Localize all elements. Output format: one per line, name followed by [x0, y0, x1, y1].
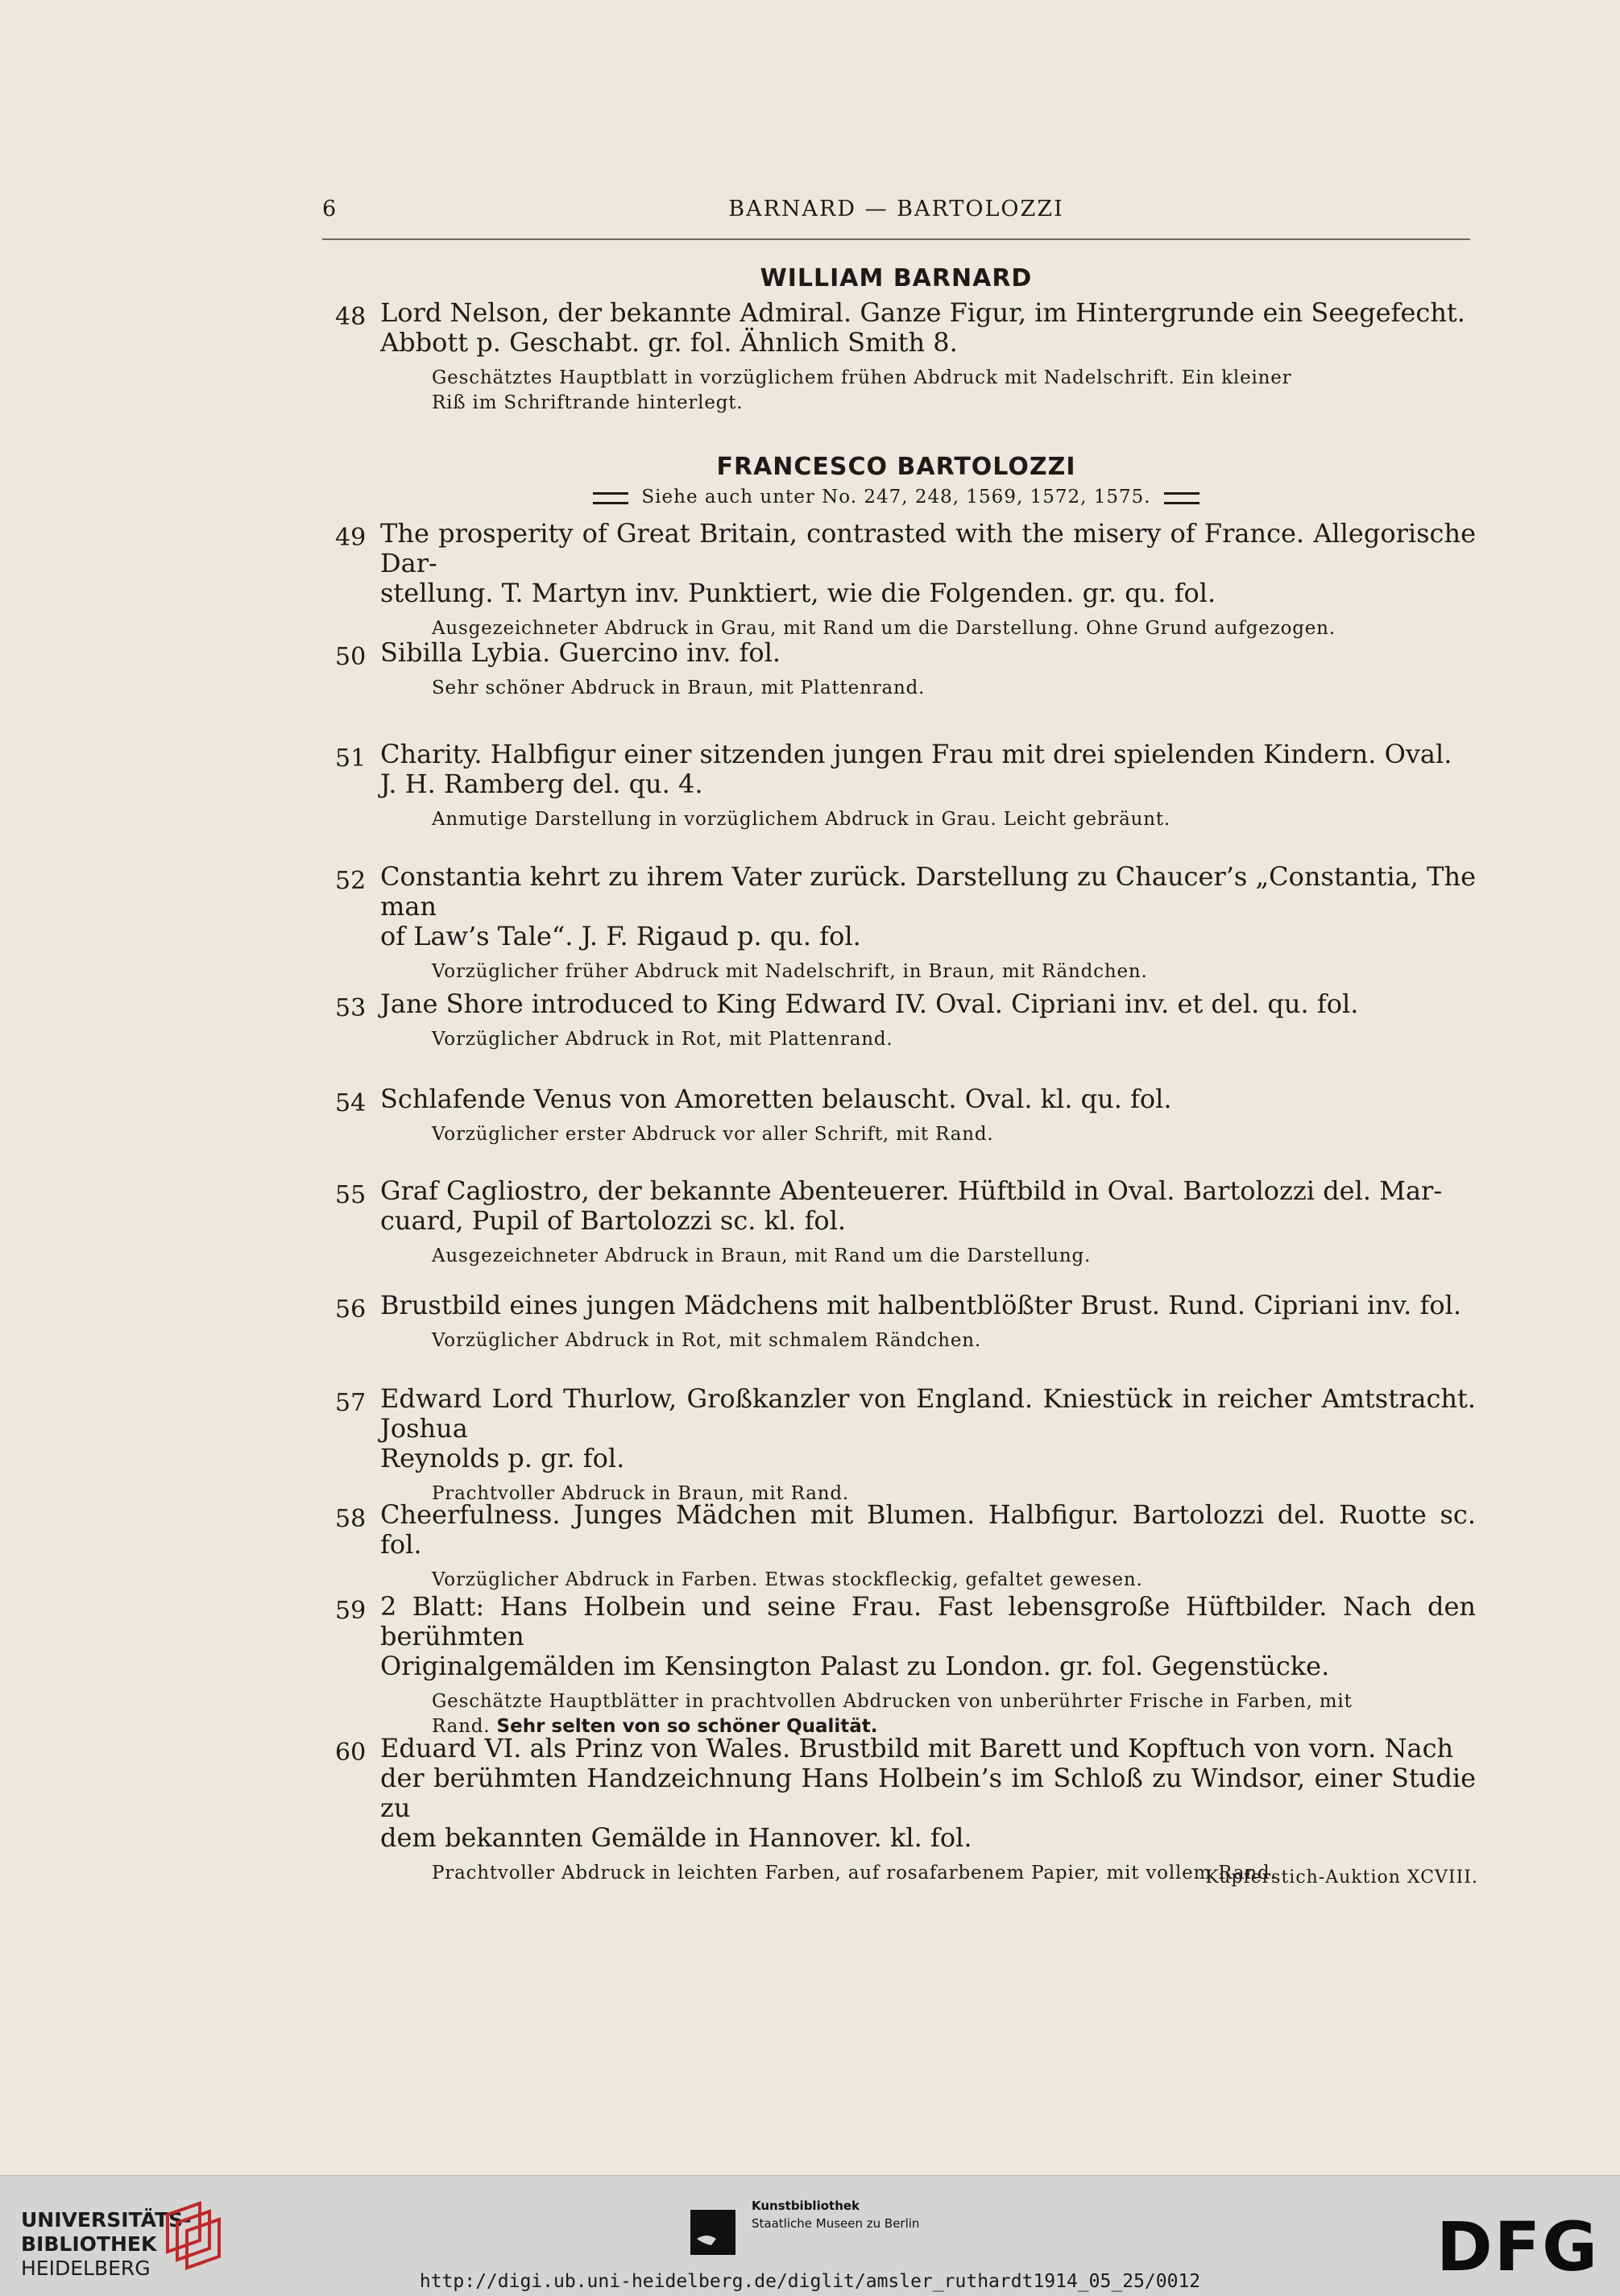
entry-title: Edward Lord Thurlow, Großkanzler von England. Kniestück in reicher Amtstracht. Joshua Reynolds p. gr. fol. — [380, 1383, 1476, 1473]
entry-note: Vorzüglicher früher Abdruck mit Nadelschrift, in Braun, mit Rändchen. — [432, 961, 1148, 982]
entry-note: Vorzüglicher Abdruck in Farben. Etwas stockfleckig, gefaltet gewesen. — [432, 1569, 1143, 1590]
entry-note: Vorzüglicher erster Abdruck vor aller Schrift, mit Rand. — [432, 1124, 994, 1145]
entry-number: 58 — [335, 1505, 367, 1533]
entry-number: 57 — [335, 1389, 367, 1417]
permalink-url[interactable]: http://digi.ub.uni-heidelberg.de/diglit/amsler_ruthardt1914_05_25/0012 — [419, 2271, 1201, 2292]
entry-number: 54 — [335, 1089, 367, 1117]
see-also-text: Siehe auch unter No. 247, 248, 1569, 1572, 1575. — [641, 487, 1151, 508]
entry-title: 2 Blatt: Hans Holbein und seine Frau. Fast lebensgroße Hüftbilder. Nach den berühmten Originalgemälden im Kensington Palast zu London. gr. fol. Gegenstücke. — [380, 1591, 1476, 1681]
entry-title: The prosperity of Great Britain, contrasted with the misery of France. Allegorische Dar- stellung. T. Martyn inv. Punktiert, wie die Folgenden. gr. qu. fol. — [380, 518, 1476, 608]
entry-title: Schlafende Venus von Amoretten belauscht. Oval. kl. qu. fol. — [380, 1084, 1172, 1114]
catalog-entry — [322, 298, 1482, 416]
entry-note: Prachtvoller Abdruck in leichten Farben, auf rosafarbenem Papier, mit vollem Rand. — [432, 1863, 1277, 1884]
page-number: 6 — [322, 197, 337, 222]
entry-title: Lord Nelson, der bekannte Admiral. Ganze Figur, im Hintergrunde ein Seegefecht. Abbott p. Geschabt. gr. fol. Ähnlich Smith 8. — [380, 297, 1465, 358]
entry-note: Anmutige Darstellung in vorzüglichem Abdruck in Grau. Leicht gebräunt. — [432, 809, 1170, 830]
dfg-logo[interactable]: DFG — [1436, 2207, 1600, 2286]
kunstbibliothek-line-1: Kunstbibliothek — [752, 2199, 860, 2213]
entry-note: Vorzüglicher Abdruck in Rot, mit schmalem Rändchen. — [432, 1330, 981, 1351]
artist-heading-barnard: WILLIAM BARNARD — [760, 264, 1033, 292]
kunstbibliothek-line-2: Staatliche Museen zu Berlin — [752, 2216, 920, 2231]
catalog-entry — [322, 862, 1482, 984]
entry-title: Brustbild eines jungen Mädchens mit halbentblößter Brust. Rund. Cipriani inv. fol. — [380, 1290, 1462, 1320]
double-rule-right — [1164, 492, 1199, 504]
artist-heading-bartolozzi: FRANCESCO BARTOLOZZI — [716, 453, 1076, 481]
running-title: BARNARD — BARTOLOZZI — [728, 197, 1064, 222]
entry-title: Graf Cagliostro, der bekannte Abenteuerer. Hüftbild in Oval. Bartolozzi del. Mar- cuard, Pupil of Bartolozzi sc. kl. fol. — [380, 1175, 1443, 1236]
entry-number: 59 — [335, 1597, 367, 1625]
entry-note: Ausgezeichneter Abdruck in Braun, mit Rand um die Darstellung. — [432, 1245, 1092, 1266]
kunstbibliothek-name[interactable] — [752, 2197, 919, 2232]
catalog-entry — [322, 638, 1482, 701]
university-line-1: UNIVERSITÄTS- — [21, 2208, 192, 2232]
entry-title: Constantia kehrt zu ihrem Vater zurück. Darstellung zu Chaucer’s „Constantia, The man of Law’s Tale“. J. F. Rigaud p. qu. fol. — [380, 861, 1476, 951]
entry-title: Jane Shore introduced to King Edward IV. Oval. Cipriani inv. et del. qu. fol. — [380, 988, 1359, 1019]
entry-number: 53 — [335, 994, 367, 1022]
entry-title: Cheerfulness. Junges Mädchen mit Blumen. Halbfigur. Bartolozzi del. Ruotte sc. fol. — [380, 1499, 1476, 1560]
entry-title: Sibilla Lybia. Guercino inv. fol. — [380, 637, 781, 668]
catalog-entry — [322, 1291, 1482, 1353]
entry-number: 55 — [335, 1181, 367, 1209]
entry-number: 48 — [335, 303, 367, 331]
entry-note-text: Geschätzte Hauptblätter in prachtvollen Abdrucken von unberührter Frische in Farben, mit Rand. — [432, 1691, 1353, 1737]
entry-number: 52 — [335, 867, 367, 895]
entry-note: Geschätztes Hauptblatt in vorzüglichem frühen Abdruck mit Nadelschrift. Ein kleiner Riß im Schriftrande hinterlegt. — [432, 367, 1292, 413]
catalog-entry — [322, 1084, 1482, 1147]
see-also-line — [322, 487, 1470, 508]
signature-line: Kupferstich-Auktion XCVIII. — [1205, 1867, 1478, 1888]
catalog-entry — [322, 1176, 1482, 1269]
entry-number: 56 — [335, 1295, 367, 1324]
university-line-2: BIBLIOTHEK — [21, 2232, 157, 2256]
entry-note: Prachtvoller Abdruck in Braun, mit Rand. — [432, 1483, 850, 1504]
entry-title: Charity. Halbfigur einer sitzenden jungen Frau mit drei spielenden Kindern. Oval. J. H. Ramberg del. qu. 4. — [380, 739, 1452, 799]
entry-note-emphasis: Sehr selten von so schöner Qualität. — [496, 1716, 878, 1737]
entry-note: Vorzüglicher Abdruck in Rot, mit Plattenrand. — [432, 1029, 893, 1050]
catalog-entry — [322, 1500, 1482, 1593]
entry-number: 50 — [335, 643, 367, 671]
catalog-entry — [322, 519, 1482, 641]
entry-number: 51 — [335, 744, 367, 773]
catalog-entry — [322, 1592, 1482, 1739]
entry-number: 60 — [335, 1739, 367, 1767]
running-head — [322, 197, 1470, 240]
footer-bar — [0, 2175, 1620, 2296]
double-rule-left — [593, 492, 628, 504]
entry-title: Eduard VI. als Prinz von Wales. Brustbild mit Barett und Kopftuch von vorn. Nach der berühmten Handzeichnung Hans Holbein’s im Schloß zu Windsor, einer Studie zu dem bekannten Gemälde in Hannover. kl. fol. — [380, 1733, 1476, 1853]
kunstbibliothek-logo-icon[interactable] — [689, 2208, 737, 2257]
catalog-entry — [322, 1734, 1482, 1886]
heidelberg-logo-icon[interactable] — [160, 2200, 227, 2273]
entry-note: Ausgezeichneter Abdruck in Grau, mit Rand um die Darstellung. Ohne Grund aufgezogen. — [432, 618, 1336, 639]
entry-note: Sehr schöner Abdruck in Braun, mit Plattenrand. — [432, 678, 926, 698]
entry-number: 49 — [335, 524, 367, 552]
catalog-entry — [322, 1384, 1482, 1506]
catalog-entry — [322, 989, 1482, 1052]
catalog-entry — [322, 740, 1482, 832]
entry-note — [432, 1689, 1475, 1739]
university-line-3: HEIDELBERG — [21, 2257, 151, 2280]
